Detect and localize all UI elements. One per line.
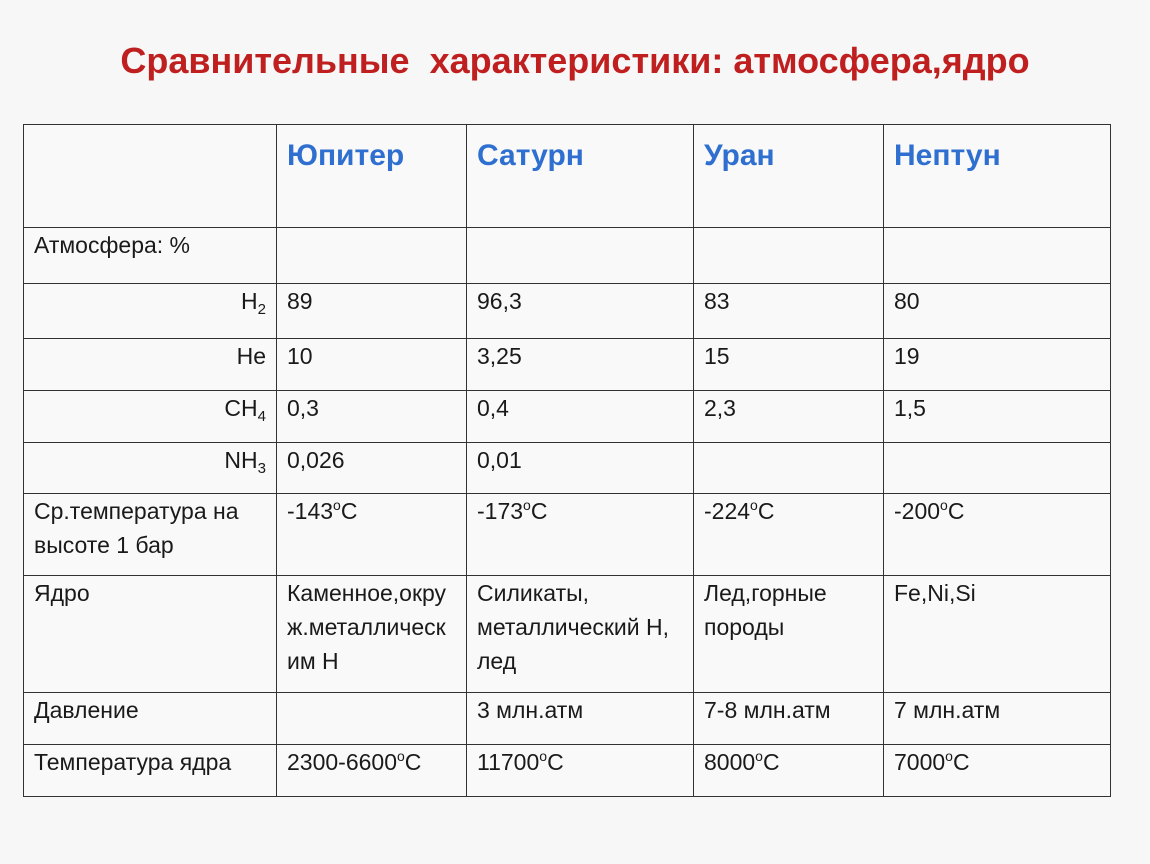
row-nh3	[24, 443, 1111, 494]
header-uranus: Уран	[694, 125, 884, 228]
table-cell: 3,25	[467, 339, 694, 391]
table-cell: Каменное,окруж.металлическим Н	[277, 576, 467, 693]
row-h2	[24, 284, 1111, 339]
degree-mark: o	[750, 497, 758, 513]
table-cell: 83	[694, 284, 884, 339]
row-label-core-temperature: Температура ядра	[24, 745, 277, 797]
formula-base: H	[241, 288, 258, 314]
row-core	[24, 576, 1111, 693]
degree-mark: o	[945, 748, 953, 764]
header-saturn: Сатурн	[467, 125, 694, 228]
table-cell	[694, 228, 884, 284]
table-cell	[694, 745, 884, 797]
table-cell: 89	[277, 284, 467, 339]
table-cell: 3 млн.атм	[467, 693, 694, 745]
table-cell: 7 млн.атм	[884, 693, 1111, 745]
degree-mark: o	[539, 748, 548, 764]
temperature-value: 8000	[704, 749, 756, 775]
row-label-nh3	[24, 443, 277, 494]
row-core-temperature	[24, 745, 1111, 797]
table-cell: 10	[277, 339, 467, 391]
table-cell: Fe,Ni,Si	[884, 576, 1111, 693]
row-label-he: He	[24, 339, 277, 391]
table-cell	[884, 443, 1111, 494]
temperature-unit: C	[757, 498, 775, 524]
temperature-unit: C	[530, 498, 548, 524]
degree-mark: o	[397, 748, 405, 764]
row-ch4	[24, 391, 1111, 443]
temperature-value: 11700	[477, 749, 540, 775]
table-cell: 19	[884, 339, 1111, 391]
header-row	[24, 125, 1111, 228]
row-label-core: Ядро	[24, 576, 277, 693]
table-cell	[467, 745, 694, 797]
temperature-unit: C	[404, 749, 422, 775]
table-cell: Лед,горные породы	[694, 576, 884, 693]
table-cell: Силикаты, металлический Н, лед	[467, 576, 694, 693]
temperature-unit: C	[762, 749, 780, 775]
temperature-value: 7000	[894, 749, 946, 775]
table-cell	[884, 494, 1111, 576]
table-cell: 0,3	[277, 391, 467, 443]
formula-base: CH	[224, 395, 258, 421]
table-cell: 1,5	[884, 391, 1111, 443]
row-avg-temperature	[24, 494, 1111, 576]
temperature-value: -224	[704, 498, 751, 524]
table-cell	[884, 228, 1111, 284]
formula-base: NH	[224, 447, 258, 473]
row-label-pressure: Давление	[24, 693, 277, 745]
table-cell	[277, 494, 467, 576]
table-cell	[694, 494, 884, 576]
degree-mark: o	[755, 748, 763, 764]
table-cell: 0,01	[467, 443, 694, 494]
formula-subscript: 2	[257, 301, 266, 318]
table-cell: 2,3	[694, 391, 884, 443]
table-cell	[277, 693, 467, 745]
temperature-value: -173	[477, 498, 524, 524]
table-cell: 96,3	[467, 284, 694, 339]
table-cell: 7-8 млн.атм	[694, 693, 884, 745]
table-cell	[694, 443, 884, 494]
temperature-unit: C	[952, 749, 970, 775]
row-he	[24, 339, 1111, 391]
table-cell: 0,4	[467, 391, 694, 443]
row-label-atmosphere: Атмосфера: %	[24, 228, 277, 284]
slide-title: Сравнительные характеристики: атмосфера,ядро	[120, 40, 1030, 81]
row-label-avg-temperature: Ср.температура на высоте 1 бар	[24, 494, 277, 576]
comparison-table	[23, 124, 1111, 797]
header-corner-cell	[24, 125, 277, 228]
degree-mark: o	[940, 497, 948, 513]
table-cell: 15	[694, 339, 884, 391]
table-cell	[277, 228, 467, 284]
table-cell	[884, 745, 1111, 797]
formula-subscript: 3	[257, 460, 266, 477]
table-cell: 0,026	[277, 443, 467, 494]
row-atmosphere	[24, 228, 1111, 284]
row-pressure	[24, 693, 1111, 745]
header-neptune: Нептун	[884, 125, 1111, 228]
temperature-value: -200	[894, 498, 941, 524]
header-jupiter: Юпитер	[277, 125, 467, 228]
temperature-unit: C	[340, 498, 358, 524]
temperature-unit: C	[547, 749, 564, 775]
temperature-value: -143	[287, 498, 334, 524]
table-cell	[467, 494, 694, 576]
table-cell: 80	[884, 284, 1111, 339]
temperature-unit: C	[947, 498, 965, 524]
row-label-h2	[24, 284, 277, 339]
formula-subscript: 4	[257, 408, 266, 425]
table-cell	[277, 745, 467, 797]
table-cell	[467, 228, 694, 284]
row-label-ch4	[24, 391, 277, 443]
degree-mark: o	[523, 497, 531, 513]
temperature-value: 2300-6600	[287, 749, 397, 775]
degree-mark: o	[333, 497, 341, 513]
